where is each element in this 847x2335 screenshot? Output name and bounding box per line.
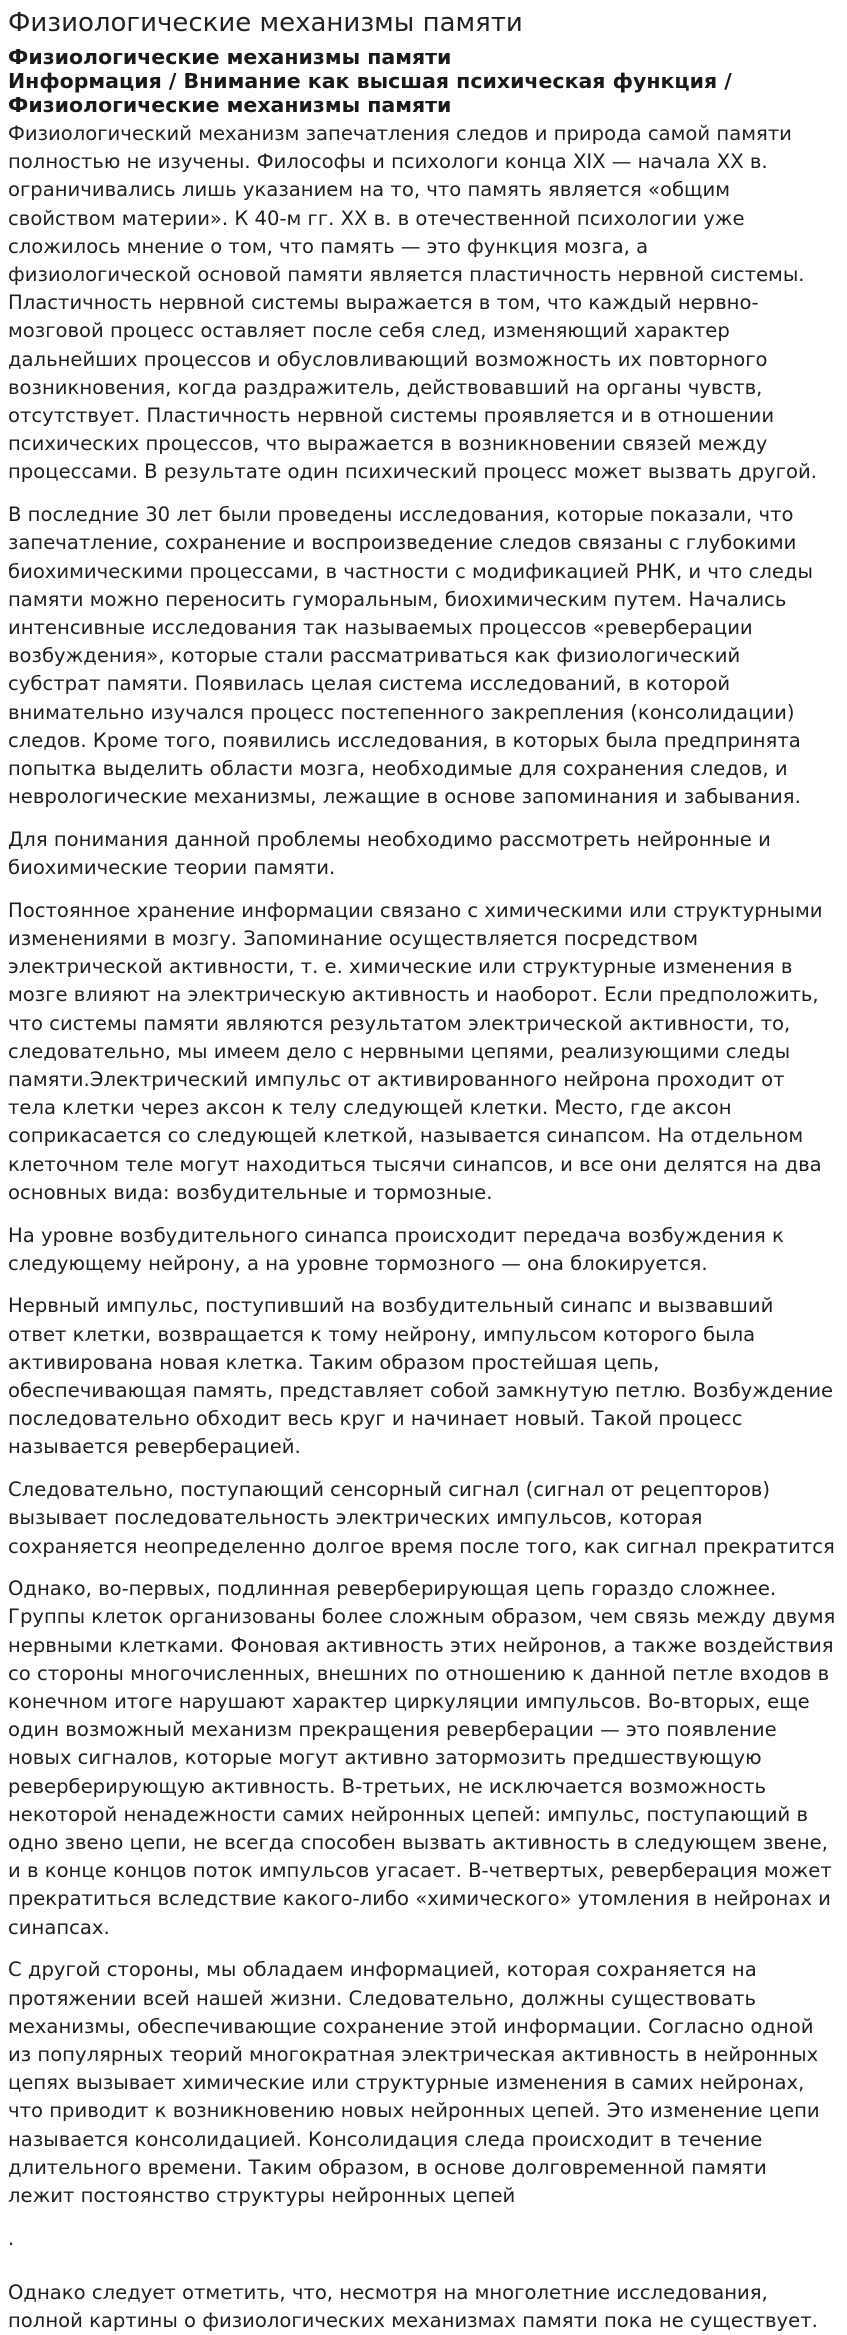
paragraph-4: Постоянное хранение информации связано с химическими или структурными изменениями в мозгу. Запоминание осуществляется посредством электрической активности, т. е. химические или структурные изменения в мозге влияют на электрическую активность и наоборот. Если предположить, что системы памяти являются результатом электрической активности, то, следовательно, мы имеем дело с нервными цепями, реализующими следы памяти.Электрический импульс от активированного нейрона проходит от тела клетки через аксон к телу следующей клетки. Место, где аксон соприкасается со следующей клеткой, называется синапсом. На отдельном клеточном теле могут находиться тысячи синапсов, и все они делятся на два основных вида: возбудительные и тормозные. — [8, 898, 823, 1204]
paragraph-9: С другой стороны, мы обладаем информацией, которая сохраняется на протяжении всей нашей жизни. Следовательно, должны существовать механизмы, обеспечивающие сохранение этой информации. Согласно одной из популярных теорий многократная электрическая активность в нейронных цепях вызывает химические или структурные изменения в самих нейронах, что приводит к возникновению новых нейронных цепей. Это изменение цепи называется консолидацией. Консолидация следа происходит в течение длительного времени. Таким образом, в основе долговременной памяти лежит постоянство структуры нейронных цепей — [8, 1958, 820, 2208]
paragraph-7: Следовательно, поступающий сенсорный сигнал (сигнал от рецепторов) вызывает последовательность электрических импульсов, которая сохраняется неопределенно долгое время после того, как сигнал прекратится — [8, 1478, 835, 1558]
paragraph-8: Однако, во-первых, подлинная реверберирующая цепь гораздо сложнее. Группы клеток организованы более сложным образом, чем связь между двумя нервными клетками. Фоновая активность этих нейронов, а также воздействия со стороны многочисленных, внешних по отношению к данной петле входов в конечном итоге нарушают характер циркуляции импульсов. Во-вторых, еще один возможный механизм прекращения реверберации — это появление новых сигналов, которые могут активно затормозить предшествующую реверберирующую активность. В-третьих, не исключается возможность некоторой ненадежности самих нейронных цепей: импульс, поступающий в одно звено цепи, не всегда способен вызвать активность в следующем звене, и в конце концов поток импульсов угасает. В-четвертых, реверберация может прекратиться вследствие какого-либо «химического» утомления в нейронах и синапсах. — [8, 1577, 836, 1939]
page-title: Физиологические механизмы памяти — [8, 8, 523, 38]
paragraph-1: Физиологический механизм запечатления следов и природа самой памяти полностью не изучены. Философы и психологи конца XIX — начала XX в. ограничивались лишь указанием на то, что память является «общим свойством материи». К 40-м гг. XX в. в отечественной психологии уже сложилось мнение о том, что память — это функция мозга, а физиологической основой памяти является пластичность нервной системы. Пластичность нервной системы выражается в том, что каждый нервно-мозговой процесс оставляет после себя след, изменяющий характер дальнейших процессов и обусловливающий возможность их повторного возникновения, когда раздражитель, действовавший на органы чувств, отсутствует. Пластичность нервной системы проявляется и в отношении психических процессов, что выражается в возникновении связей между процессами. В результате один психический процесс может вызвать другой. — [8, 122, 817, 484]
article-header — [8, 45, 837, 117]
paragraph-2: В последние 30 лет были проведены исследования, которые показали, что запечатление, сохранение и воспроизведение следов связаны с глубокими биохимическими процессами, в частности с модификацией РНК, и что следы памяти можно переносить гуморальным, биохимическим путем. Начались интенсивные исследования так называемых процессов «реверберации возбуждения», которые стали рассматриваться как физиологический субстрат памяти. Появилась целая система исследований, в которой внимательно изучался процесс постепенного закрепления (консолидации) следов. Кроме того, появились исследования, в которых была предпринята попытка выделить области мозга, необходимые для сохранения следов, и неврологические механизмы, лежащие в основе запоминания и забывания. — [8, 503, 813, 809]
paragraph-dot: . — [8, 2226, 15, 2250]
paragraph-conclusion: Однако следует отметить, что, несмотря на многолетние исследования, полной картины о физиологических механизмах памяти пока не существует. — [8, 2280, 818, 2333]
breadcrumb-current: Физиологические механизмы памяти — [8, 93, 452, 117]
article-heading: Физиологические механизмы памяти — [8, 45, 452, 69]
paragraph-3: Для понимания данной проблемы необходимо рассмотреть нейронные и биохимические теории памяти. — [8, 827, 771, 880]
paragraph-5: На уровне возбудительного синапса происходит передача возбуждения к следующему нейрону, а на уровне тормозного — она блокируется. — [8, 1223, 784, 1275]
article-body — [8, 120, 837, 2335]
breadcrumb: Информация / Внимание как высшая психическая функция / — [8, 69, 732, 93]
paragraph-6: Нервный импульс, поступивший на возбудительный синапс и вызвавший ответ клетки, возвращается к тому нейрону, импульсом которого была активирована новая клетка. Таким образом простейшая цепь, обеспечивающая память, представляет собой замкнутую петлю. Возбуждение последовательно обходит весь круг и начинает новый. Такой процесс называется реверберацией. — [8, 1294, 834, 1459]
